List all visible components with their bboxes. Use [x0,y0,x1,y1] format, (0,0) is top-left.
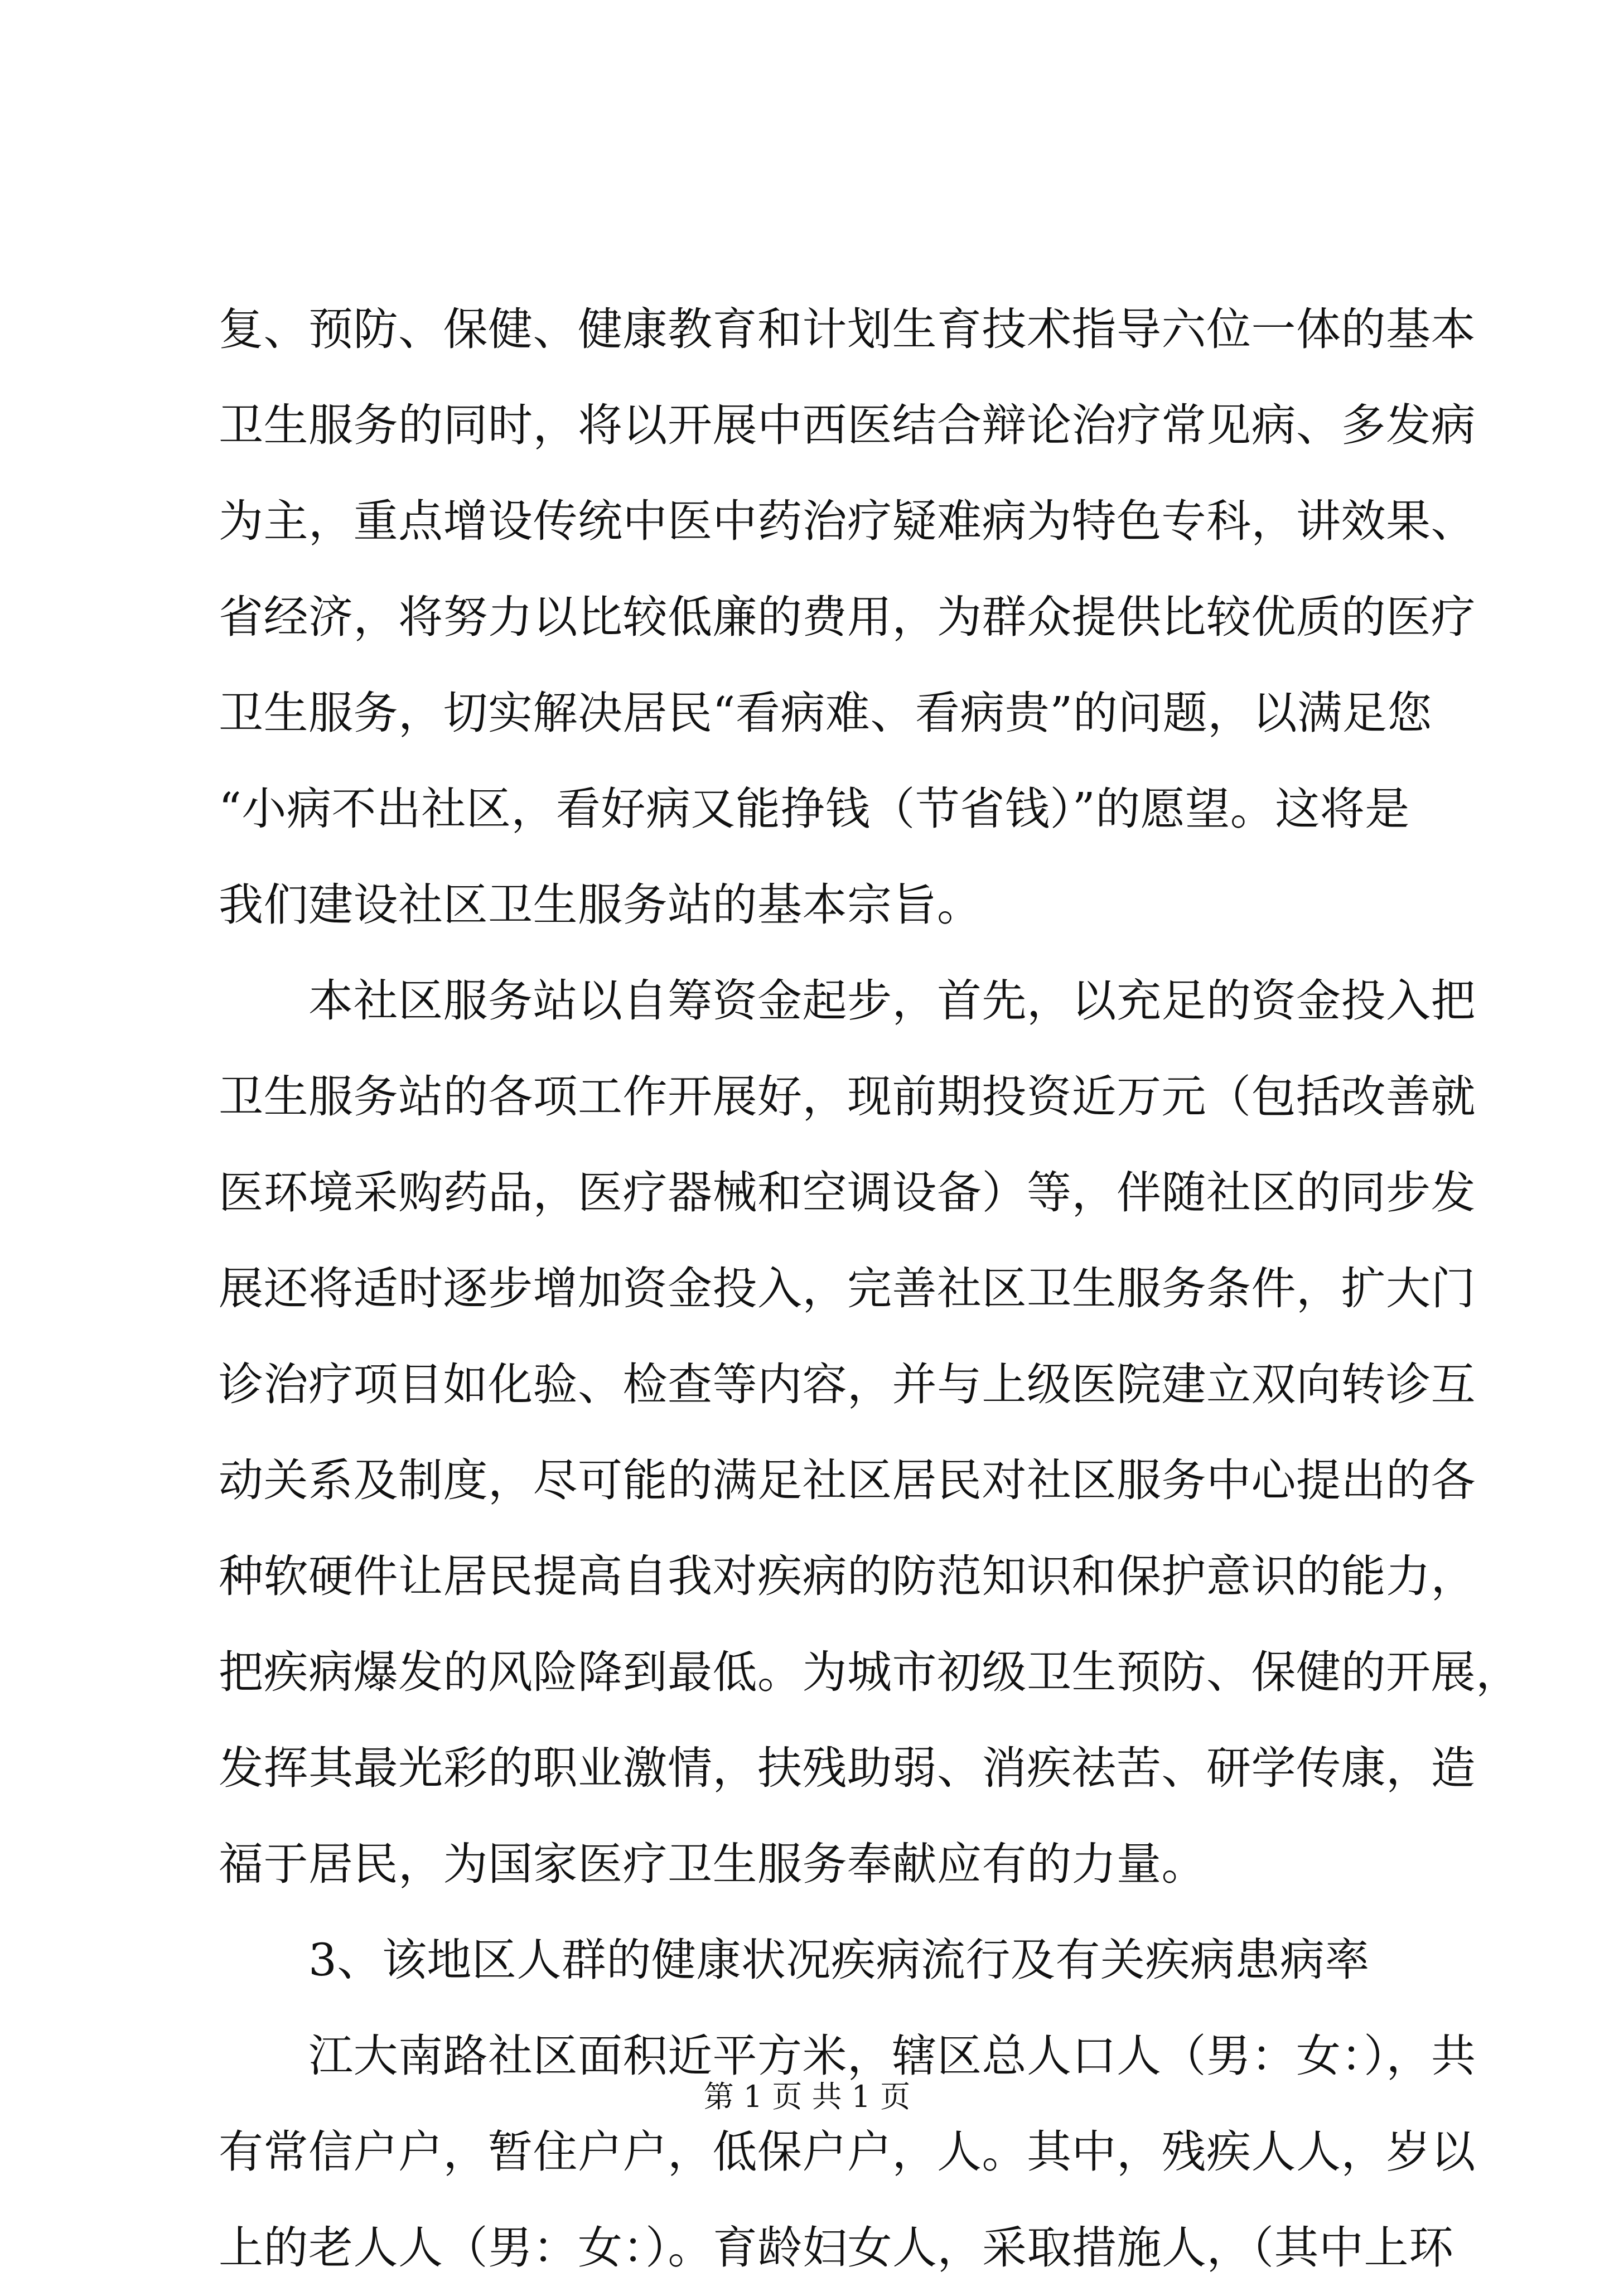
text-line: 动关系及制度，尽可能的满足社区居民对社区服务中心提出的各 [219,1454,1476,1506]
text-line: 把疾病爆发的风险降到最低。为城市初级卫生预防、保健的开展， [219,1646,1521,1698]
section-heading: 3、该地区人群的健康状况疾病流行及有关疾病患病率 [219,1934,1370,1986]
text-line: 省经济，将努力以比较低廉的费用，为群众提供比较优质的医疗 [219,591,1476,643]
text-line: 卫生服务，切实解决居民“看病难、看病贵”的问题，以满足您 [219,687,1432,739]
paragraph-start-line: 江大南路社区面积近平方米，辖区总人口人（男：女：），共 [219,2030,1476,2082]
page-number: 第 1 页 共 1 页 [703,2079,911,2114]
text-line: 医环境采购药品，医疗器械和空调设备）等，伴随社区的同步发 [219,1167,1476,1219]
text-line: 我们建设社区卫生服务站的基本宗旨。 [219,879,982,931]
text-line: 福于居民，为国家医疗卫生服务奉献应有的力量。 [219,1838,1206,1890]
text-line: 上的老人人（男：女：）。育龄妇女人，采取措施人，（其中上环 [219,2222,1454,2274]
text-line: 卫生服务站的各项工作开展好，现前期投资近万元（包括改善就 [219,1071,1476,1123]
text-line: 展还将适时逐步增加资金投入，完善社区卫生服务条件，扩大门 [219,1263,1476,1314]
text-line: 复、预防、保健、健康教育和计划生育技术指导六位一体的基本 [219,303,1476,355]
text-line: 诊治疗项目如化验、检查等内容，并与上级医院建立双向转诊互 [219,1359,1476,1410]
paragraph-start-line: 本社区服务站以自筹资金起步，首先，以充足的资金投入把 [219,975,1476,1027]
body-text [219,282,1521,2296]
text-line: 有常信户户，暂住户户，低保户户，人。其中，残疾人人，岁以 [219,2126,1476,2178]
page-footer [0,2075,1614,2119]
text-line: “小病不出社区，看好病又能挣钱（节省钱）”的愿望。这将是 [219,783,1410,835]
text-line: 种软硬件让居民提高自我对疾病的防范知识和保护意识的能力， [219,1550,1476,1602]
text-line: 为主，重点增设传统中医中药治疗疑难病为特色专科，讲效果、 [219,495,1476,547]
text-line: 卫生服务的同时，将以开展中西医结合辩论治疗常见病、多发病 [219,399,1476,451]
text-line: 发挥其最光彩的职业激情，扶残助弱、消疾祛苦、研学传康，造 [219,1742,1476,1794]
